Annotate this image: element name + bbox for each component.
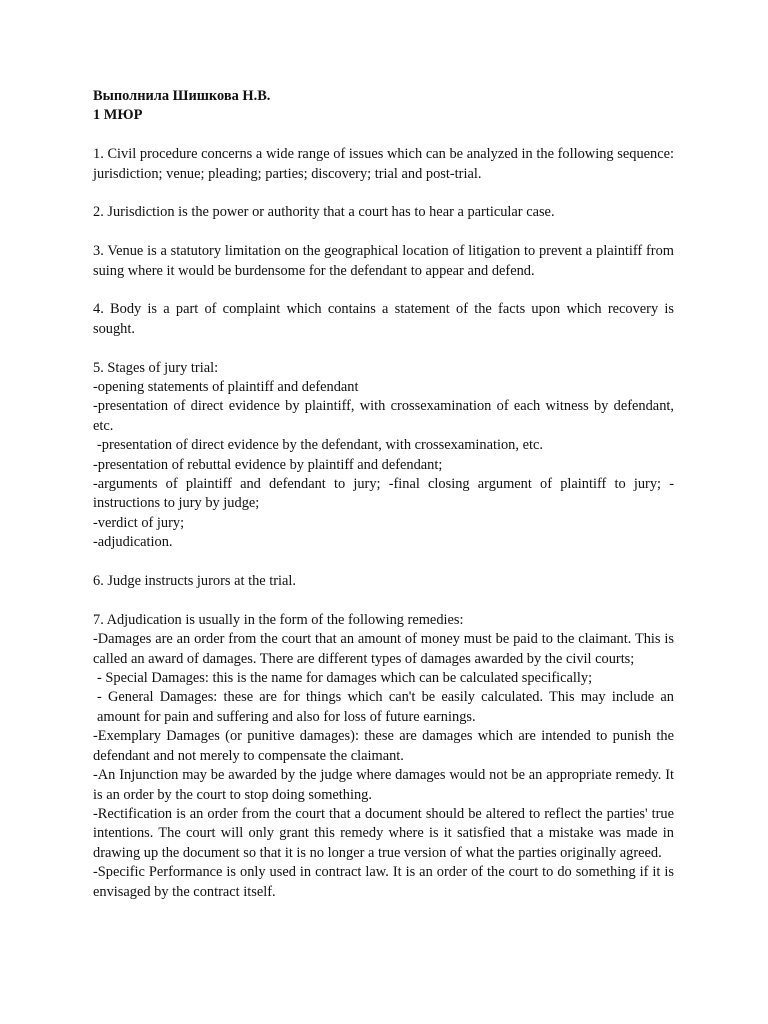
list-item: -verdict of jury; [93, 514, 185, 531]
list-item: -presentation of direct evidence by plaintiff, with crossexamination of each witness by defendant, etc. [93, 398, 674, 434]
list-item: -adjudication. [93, 534, 173, 551]
list-item: - General Damages: these are for things which can't be easily calculated. This may include an amount for pain and suffering and also for loss of future earnings. [97, 689, 674, 725]
author-line: Выполнила Шишкова Н.В. [93, 88, 271, 104]
list-item: -Exemplary Damages (or punitive damages): these are damages which are intended to punish the defendant and not merely to compensate the claimant. [93, 728, 674, 764]
list-item: -Damages are an order from the court that an amount of money must be paid to the claimant. This is called an award of damages. There are different types of damages awarded by the civil courts; [93, 631, 674, 667]
spacer [93, 281, 674, 300]
group-line: 1 МЮР [93, 107, 143, 124]
list-item: -presentation of direct evidence by the defendant, with crossexamination, etc. [97, 437, 543, 454]
spacer [93, 591, 674, 610]
section-3: 3. Venue is a statutory limitation on the geographical location of litigation to prevent a plaintiff from suing where it would be burdensome for the defendant to appear and defend. [93, 243, 674, 279]
spacer [93, 553, 674, 572]
document-page [93, 87, 674, 902]
section-2: 2. Jurisdiction is the power or authority that a court has to hear a particular case. [93, 204, 555, 221]
spacer [93, 126, 674, 145]
list-item: - Special Damages: this is the name for damages which can be calculated specifically; [97, 670, 593, 687]
list-item: -presentation of rebuttal evidence by plaintiff and defendant; [93, 456, 443, 473]
list-item: -Rectification is an order from the court that a document should be altered to reflect the parties' true intentions. The court will only grant this remedy where is it satisfied that a mistake was made in drawing up the document so that it is no longer a true version of what the parties originally agreed. [93, 805, 674, 861]
list-item: -opening statements of plaintiff and defendant [93, 379, 359, 396]
section-7-title: 7. Adjudication is usually in the form of the following remedies: [93, 611, 464, 628]
list-item: -An Injunction may be awarded by the judge where damages would not be an appropriate remedy. It is an order by the court to stop doing something. [93, 767, 674, 803]
list-item: -Specific Performance is only used in contract law. It is an order of the court to do something if it is envisaged by the contract itself. [93, 864, 674, 900]
section-1: 1. Civil procedure concerns a wide range of issues which can be analyzed in the following sequence: jurisdiction; venue; pleading; parties; discovery; trial and post-trial. [93, 146, 674, 182]
section-4: 4. Body is a part of complaint which contains a statement of the facts upon which recovery is sought. [93, 301, 674, 337]
spacer [93, 339, 674, 358]
spacer [93, 184, 674, 203]
section-5-title: 5. Stages of jury trial: [93, 359, 219, 376]
list-item: -arguments of plaintiff and defendant to jury; -final closing argument of plaintiff to jury; -instructions to jury by judge; [93, 476, 674, 512]
section-6: 6. Judge instructs jurors at the trial. [93, 573, 297, 590]
spacer [93, 223, 674, 242]
